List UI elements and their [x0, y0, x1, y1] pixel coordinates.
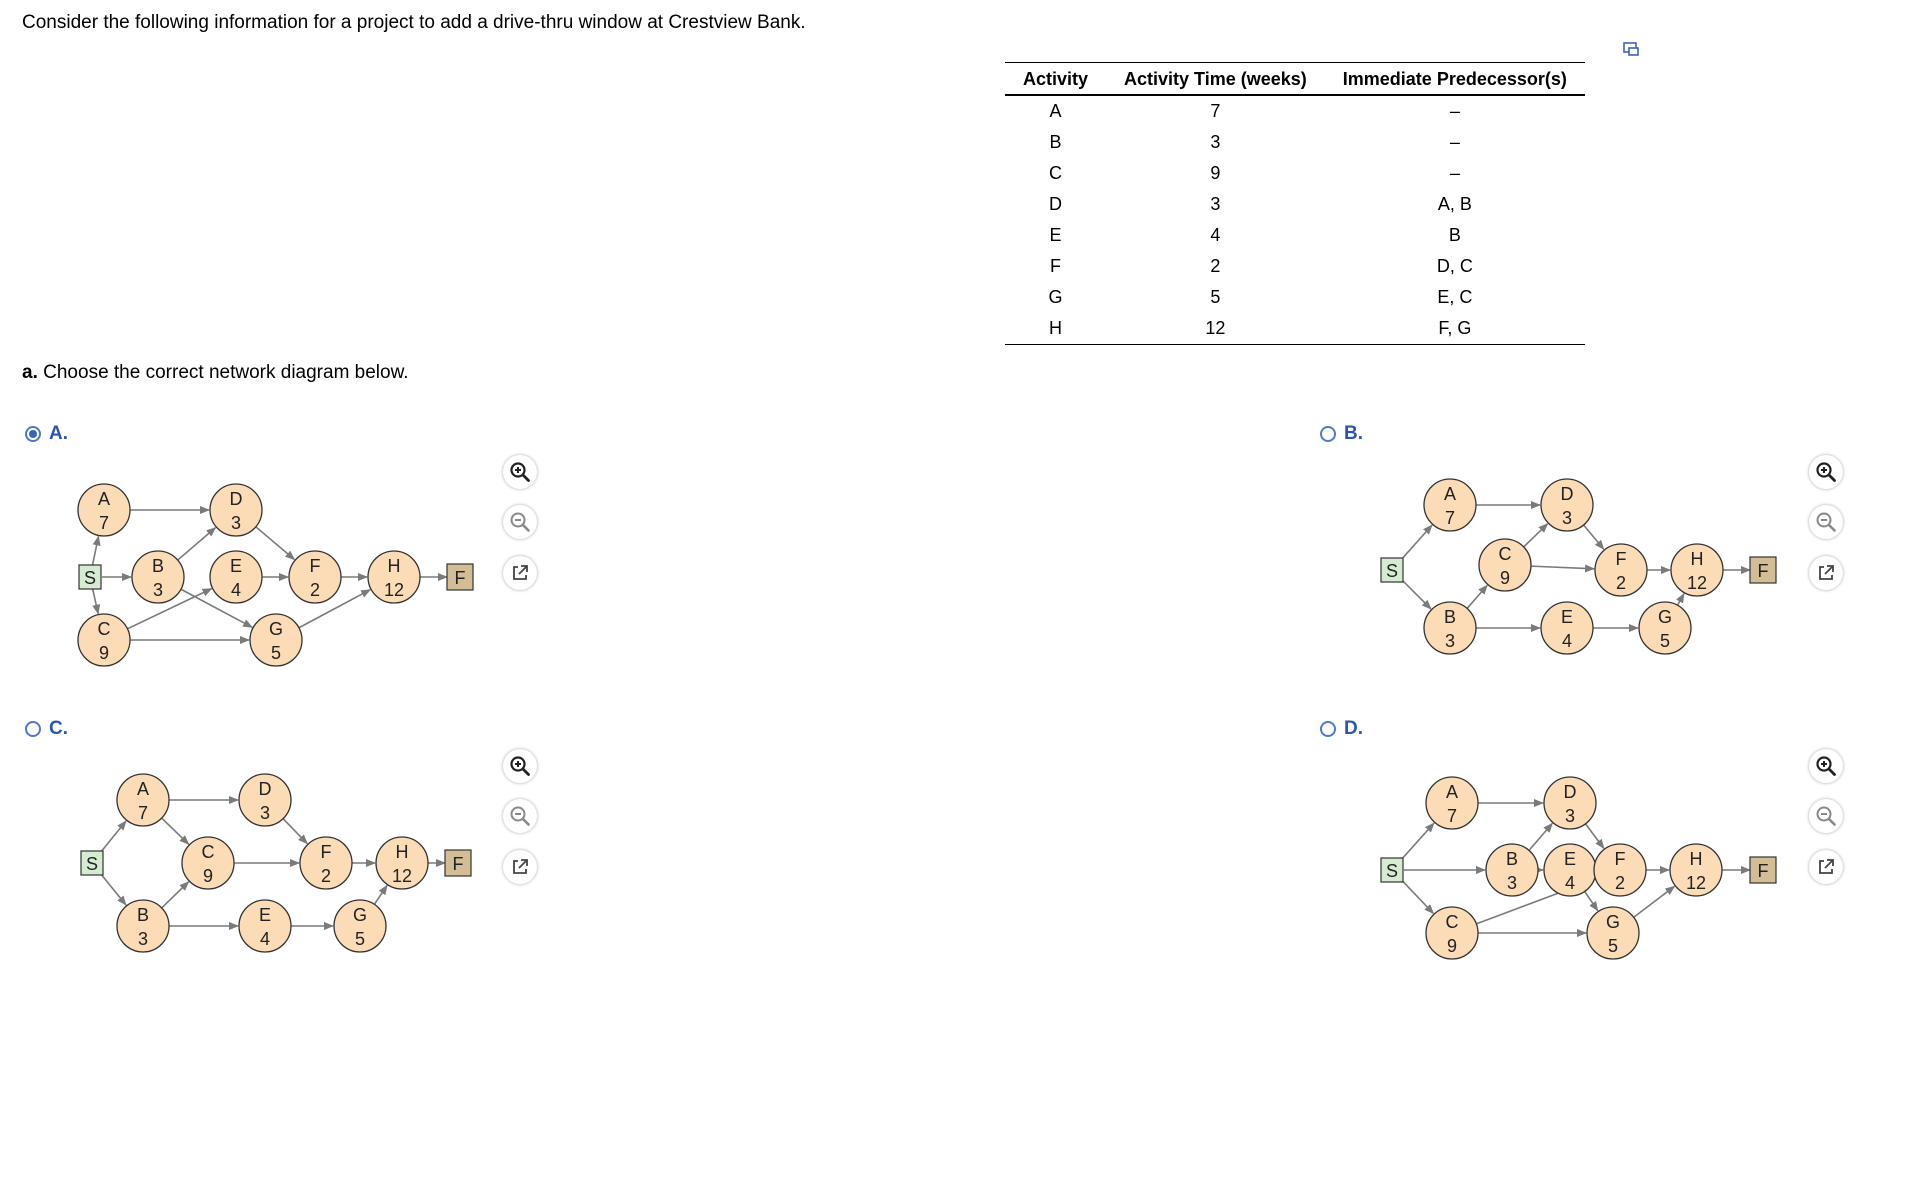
activity-id: E — [258, 905, 272, 925]
option-b-new-window-button[interactable] — [1809, 556, 1843, 590]
activity-id: C — [1445, 912, 1459, 932]
activity-node-c — [1479, 539, 1531, 591]
table-row — [1005, 251, 1585, 282]
activity-id: H — [395, 842, 409, 862]
table-row — [1005, 282, 1585, 313]
edge-B-D — [178, 528, 216, 560]
cell-predecessors: A, B — [1437, 194, 1472, 214]
zoom-in-icon — [1815, 461, 1837, 483]
activity-time: 9 — [202, 866, 214, 886]
activity-id: H — [1690, 549, 1704, 569]
cell-predecessors: – — [1449, 163, 1460, 183]
intro-text: Consider the following information for a project to add a drive-thru window at Crestview Bank. — [22, 12, 806, 33]
option-c[interactable] — [25, 718, 68, 740]
cell-predecessors: D, C — [1436, 256, 1473, 276]
activity-node-e — [210, 551, 262, 603]
cell-time: 3 — [1210, 132, 1221, 152]
activity-time: 3 — [1564, 806, 1576, 826]
option-b-radio[interactable] — [1320, 426, 1336, 442]
table-row — [1005, 220, 1585, 251]
network-diagram-c[interactable] — [70, 768, 490, 963]
network-diagram-d[interactable] — [1365, 768, 1795, 968]
edge-S-C — [93, 589, 99, 614]
activity-node-h — [1671, 544, 1723, 596]
activity-time: 7 — [137, 803, 149, 823]
activity-node-d — [1544, 777, 1596, 829]
edge-D-F — [256, 527, 295, 560]
activity-node-c — [1426, 907, 1478, 959]
activity-node-h — [376, 837, 428, 889]
zoom-out-icon — [1815, 511, 1837, 533]
edge-S-A — [100, 821, 126, 854]
activity-time: 2 — [309, 580, 321, 600]
edge-G-H — [374, 885, 387, 904]
cell-activity: D — [1049, 194, 1063, 214]
table-row — [1005, 158, 1585, 189]
activity-time: 3 — [1561, 508, 1573, 528]
activity-id: H — [387, 556, 401, 576]
activity-node-e — [239, 900, 291, 952]
activity-id: G — [352, 905, 368, 925]
cell-time: 3 — [1210, 194, 1221, 214]
cell-time: 9 — [1210, 163, 1221, 183]
activity-node-d — [210, 484, 262, 536]
start-label: S — [83, 568, 97, 588]
option-d-radio[interactable] — [1320, 721, 1336, 737]
new-window-icon — [509, 562, 531, 584]
finish-label: F — [1757, 561, 1769, 581]
option-a-zoom-out-button[interactable] — [503, 505, 537, 539]
activity-time: 2 — [1615, 573, 1627, 593]
cell-time: 4 — [1210, 225, 1221, 245]
cell-time: 12 — [1106, 313, 1325, 345]
activity-time: 4 — [230, 580, 242, 600]
table-row — [1005, 127, 1585, 158]
option-b-zoom-in-button[interactable] — [1809, 455, 1843, 489]
option-b-zoom-out-button[interactable] — [1809, 505, 1843, 539]
cell-time: 2 — [1210, 256, 1221, 276]
edge-B-D — [1529, 823, 1552, 850]
option-c-label: C. — [49, 718, 68, 739]
edge-S-A — [1400, 823, 1434, 861]
activity-node-f — [1595, 544, 1647, 596]
activity-time: 4 — [1561, 631, 1573, 651]
option-b-label: B. — [1344, 423, 1363, 444]
new-window-icon — [509, 856, 531, 878]
zoom-in-icon — [509, 755, 531, 777]
edge-E-G — [1585, 891, 1598, 910]
activity-id: H — [1689, 849, 1703, 869]
edge-B-C — [1467, 585, 1487, 608]
cell-predecessors: E, C — [1437, 287, 1473, 307]
activity-node-h — [1670, 844, 1722, 896]
edge-S-A — [1400, 525, 1432, 561]
activity-time: 7 — [98, 513, 110, 533]
activity-id: G — [268, 619, 284, 639]
option-c-new-window-button[interactable] — [503, 850, 537, 884]
option-d-zoom-out-button[interactable] — [1809, 799, 1843, 833]
activity-node-b — [1486, 844, 1538, 896]
activity-node-f — [300, 837, 352, 889]
start-label: S — [1385, 861, 1399, 881]
activity-node-e — [1544, 844, 1596, 896]
activity-time: 12 — [1685, 873, 1707, 893]
activity-id: C — [201, 842, 215, 862]
cell-activity: E — [1049, 225, 1062, 245]
activity-node-d — [1541, 479, 1593, 531]
finish-label: F — [1757, 861, 1769, 881]
option-d[interactable] — [1320, 718, 1363, 740]
header-time: Activity Time (weeks) — [1106, 63, 1325, 96]
activity-node-a — [117, 774, 169, 826]
activity-node-a — [1424, 479, 1476, 531]
table-row — [1005, 313, 1585, 345]
start-label: S — [1385, 561, 1399, 581]
header-activity: Activity — [1005, 63, 1106, 96]
edge-S-C — [1400, 879, 1433, 914]
activity-node-f — [1594, 844, 1646, 896]
new-window-icon — [1815, 856, 1837, 878]
activity-node-d — [239, 774, 291, 826]
activity-id: D — [258, 779, 272, 799]
cell-activity: A — [1049, 101, 1062, 121]
header-predecessors: Immediate Predecessor(s) — [1325, 63, 1585, 96]
cell-activity: C — [1049, 163, 1063, 183]
edge-C-F — [1531, 566, 1594, 569]
table-popout-icon[interactable] — [1622, 40, 1640, 58]
activity-time: 5 — [1659, 631, 1671, 651]
activity-id: F — [309, 556, 321, 576]
edge-S-B — [1400, 578, 1430, 608]
cell-time: 7 — [1210, 101, 1221, 121]
table-row — [1005, 189, 1585, 220]
activity-id: A — [1443, 484, 1457, 504]
question-text: Choose the correct network diagram below. — [43, 362, 409, 383]
activity-id: B — [151, 556, 165, 576]
edge-S-A — [92, 536, 98, 565]
activity-time: 5 — [354, 929, 366, 949]
zoom-out-icon — [509, 805, 531, 827]
zoom-in-icon — [509, 461, 531, 483]
activity-time: 5 — [1607, 936, 1619, 956]
activity-node-g — [1587, 907, 1639, 959]
edge-G-H — [1634, 886, 1675, 917]
activity-node-h — [368, 551, 420, 603]
activity-node-a — [78, 484, 130, 536]
activity-node-b — [132, 551, 184, 603]
activity-time: 9 — [98, 643, 110, 663]
option-d-new-window-button[interactable] — [1809, 850, 1843, 884]
activity-node-g — [1639, 602, 1691, 654]
activity-node-g — [250, 614, 302, 666]
option-d-zoom-in-button[interactable] — [1809, 749, 1843, 783]
question — [22, 362, 409, 384]
activity-id: G — [1605, 912, 1621, 932]
option-a-zoom-in-button[interactable] — [503, 455, 537, 489]
activity-time: 12 — [391, 866, 413, 886]
edge-A-C — [162, 818, 189, 844]
zoom-out-icon — [509, 511, 531, 533]
activity-time: 2 — [320, 866, 332, 886]
activity-time: 4 — [259, 929, 271, 949]
activity-id: C — [1498, 544, 1512, 564]
activity-time: 3 — [1506, 873, 1518, 893]
option-c-radio[interactable] — [25, 721, 41, 737]
edge-G-H — [1678, 594, 1684, 606]
cell-predecessors: – — [1449, 132, 1460, 152]
edge-B-C — [162, 882, 189, 908]
option-c-zoom-in-button[interactable] — [503, 749, 537, 783]
edge-C-D — [1524, 524, 1548, 547]
activity-id: B — [136, 905, 150, 925]
activity-id: B — [1505, 849, 1519, 869]
activity-id: A — [97, 489, 111, 509]
cell-activity: B — [1049, 132, 1062, 152]
option-d-label: D. — [1344, 718, 1363, 739]
activity-time: 12 — [1686, 573, 1708, 593]
new-window-icon — [1815, 562, 1837, 584]
activity-time: 3 — [230, 513, 242, 533]
activity-node-a — [1426, 777, 1478, 829]
activity-id: A — [136, 779, 150, 799]
option-a-new-window-button[interactable] — [503, 556, 537, 590]
activity-time: 9 — [1446, 936, 1458, 956]
activity-id: C — [97, 619, 111, 639]
activity-time: 3 — [137, 929, 149, 949]
finish-label: F — [454, 568, 466, 588]
finish-label: F — [452, 854, 464, 874]
activity-table — [1005, 62, 1585, 345]
activity-node-g — [334, 900, 386, 952]
network-diagram-a[interactable] — [60, 475, 500, 675]
activity-time: 4 — [1564, 873, 1576, 893]
activity-id: D — [229, 489, 243, 509]
activity-node-f — [289, 551, 341, 603]
activity-time: 9 — [1499, 568, 1511, 588]
table-row — [1005, 95, 1585, 127]
activity-id: G — [1657, 607, 1673, 627]
option-a-radio[interactable] — [25, 426, 41, 442]
cell-predecessors: F, G — [1325, 313, 1585, 345]
start-label: S — [85, 854, 99, 874]
option-a-label: A. — [49, 423, 68, 444]
cell-time: 5 — [1210, 287, 1221, 307]
activity-time: 5 — [270, 643, 282, 663]
activity-time: 2 — [1614, 873, 1626, 893]
activity-time: 7 — [1444, 508, 1456, 528]
activity-id: E — [1560, 607, 1574, 627]
activity-id: E — [229, 556, 243, 576]
activity-time: 3 — [259, 803, 271, 823]
option-b[interactable] — [1320, 423, 1363, 445]
question-part: a. — [22, 362, 38, 383]
cell-activity: G — [1048, 287, 1063, 307]
activity-node-b — [1424, 602, 1476, 654]
activity-id: D — [1563, 782, 1577, 802]
activity-id: F — [320, 842, 332, 862]
activity-node-e — [1541, 602, 1593, 654]
activity-node-c — [182, 837, 234, 889]
cell-activity: F — [1050, 256, 1062, 276]
edge-D-F — [283, 819, 307, 844]
cell-activity: H — [1005, 313, 1106, 345]
network-diagram-b[interactable] — [1365, 470, 1795, 665]
edge-D-F — [1586, 824, 1604, 849]
activity-id: A — [1445, 782, 1459, 802]
activity-id: D — [1560, 484, 1574, 504]
activity-time: 3 — [1444, 631, 1456, 651]
activity-id: F — [1614, 849, 1626, 869]
activity-id: F — [1615, 549, 1627, 569]
activity-id: E — [1563, 849, 1577, 869]
option-c-zoom-out-button[interactable] — [503, 799, 537, 833]
activity-time: 3 — [152, 580, 164, 600]
activity-node-c — [78, 614, 130, 666]
cell-predecessors: – — [1449, 101, 1460, 121]
zoom-in-icon — [1815, 755, 1837, 777]
activity-time: 12 — [383, 580, 405, 600]
option-a[interactable] — [25, 423, 68, 445]
edge-D-F — [1584, 525, 1604, 549]
cell-predecessors: B — [1448, 225, 1461, 245]
activity-id: B — [1443, 607, 1457, 627]
zoom-out-icon — [1815, 805, 1837, 827]
edge-S-B — [100, 872, 126, 905]
activity-time: 7 — [1446, 806, 1458, 826]
activity-node-b — [117, 900, 169, 952]
